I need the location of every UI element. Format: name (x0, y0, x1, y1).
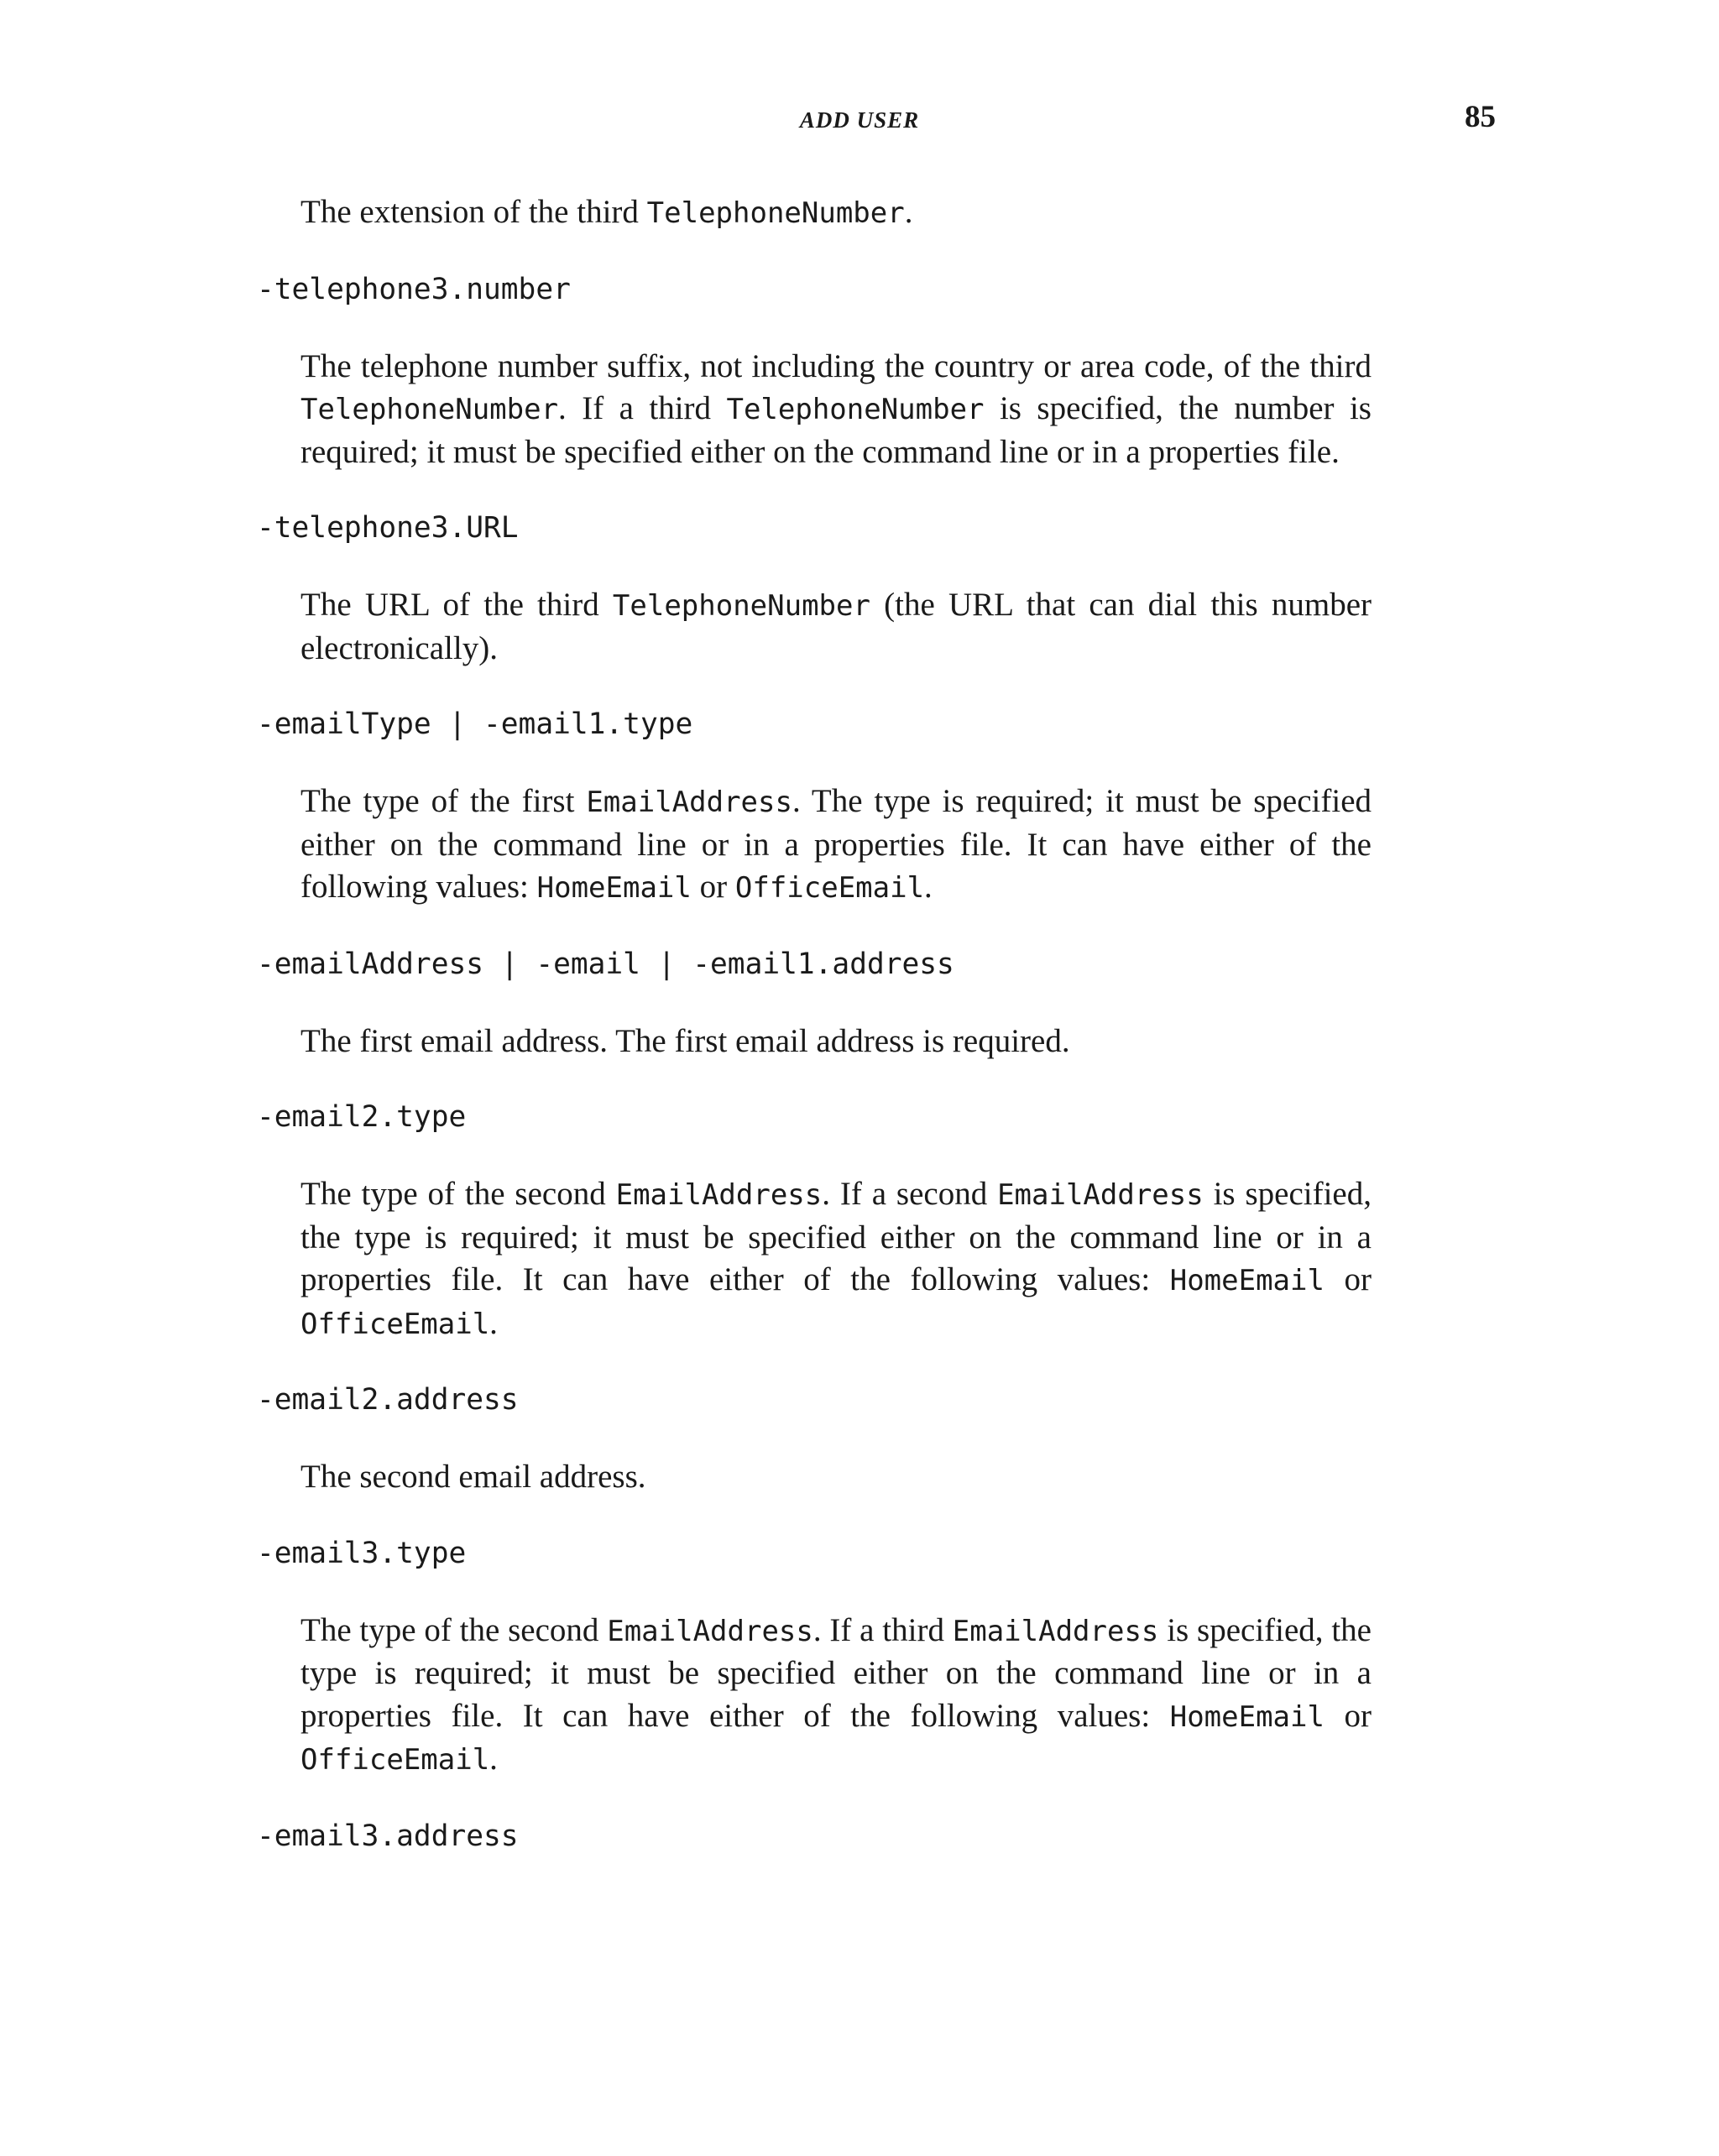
page-number: 85 (1465, 100, 1496, 134)
option-email2-type: -email2.type (257, 1100, 467, 1134)
running-head: ADD USER (799, 107, 920, 133)
option-email3-type: -email3.type (257, 1536, 467, 1570)
option-email1-type: -emailType | -email1.type (257, 707, 693, 741)
option-telephone3-url: -telephone3.URL (257, 511, 519, 545)
option-email1-address: -emailAddress | -email | -email1.address (257, 947, 954, 981)
email1-address-description: The first email address. The first email address is required. (300, 1022, 1070, 1059)
option-telephone3-number: -telephone3.number (257, 272, 571, 306)
telephone3-extension-description: The extension of the third TelephoneNumber. (300, 194, 913, 230)
page-body (257, 191, 1372, 1857)
email2-type-description: The type of the second EmailAddress. If a second EmailAddress is specified, the type is required; it must be specified either on the command line or in a properties file. It can have either of the following values: HomeEmail or OfficeEmail. (300, 1176, 1372, 1341)
email1-type-description: The type of the first EmailAddress. The type is required; it must be specified either on the command line or in a properties file. It can have either of the following values: HomeEmail or OfficeEmail. (300, 783, 1372, 905)
option-email2-address: -email2.address (257, 1383, 519, 1417)
option-email3-address: -email3.address (257, 1819, 519, 1853)
telephone3-url-description: The URL of the third TelephoneNumber (the URL that can dial this number electronically). (300, 587, 1372, 666)
email3-type-description: The type of the second EmailAddress. If a third EmailAddress is specified, the type is required; it must be specified either on the command line or in a properties file. It can have either of the following values: HomeEmail or OfficeEmail. (300, 1611, 1372, 1777)
telephone3-number-description: The telephone number suffix, not including the country or area code, of the third TelephoneNumber. If a third TelephoneNumber is specified, the number is required; it must be specified either on the command line or in a properties file. (300, 347, 1372, 470)
email2-address-description: The second email address. (300, 1459, 646, 1495)
